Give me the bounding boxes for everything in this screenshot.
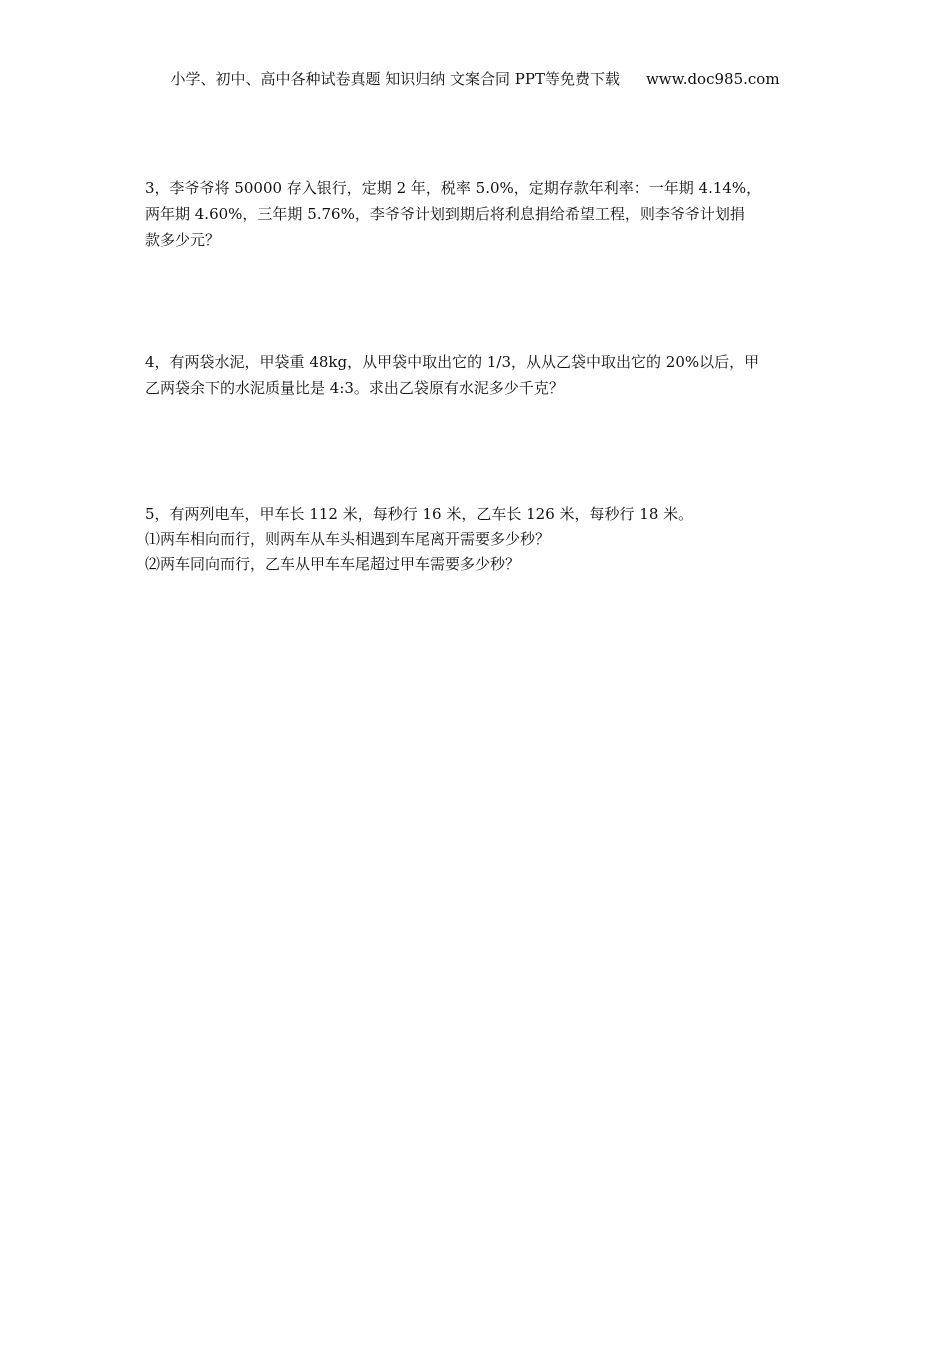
header-site-url: www.doc985.com <box>645 70 780 88</box>
sub-question-1: ⑴两车相向而行，则两车从车头相遇到车尾离开需要多少秒？ <box>145 530 551 548</box>
problem-line: 款多少元？ <box>145 231 221 249</box>
sub-question-2: ⑵两车同向而行，乙车从甲车车尾超过甲车需要多少秒？ <box>145 555 521 573</box>
problem-line: 5，有两列电车，甲车长 112 米，每秒行 16 米，乙车长 126 米，每秒行 18 米。 <box>145 505 694 523</box>
problem-line: 乙两袋余下的水泥质量比是 4:3。求出乙袋原有水泥多少千克？ <box>145 379 564 397</box>
problem-line: 两年期 4.60%，三年期 5.76%，李爷爷计划到期后将利息捐给希望工程，则李爷爷计划捐 <box>145 205 745 223</box>
header-text: 小学、初中、高中各种试卷真题 知识归纳 文案合同 PPT等免费下载 <box>170 70 620 88</box>
problem-3 <box>145 175 813 253</box>
page-header <box>0 68 950 89</box>
problem-5 <box>145 501 813 577</box>
problem-line: 3，李爷爷将 50000 存入银行，定期 2 年，税率 5.0%，定期存款年利率：一年期 4.14%， <box>145 179 762 197</box>
problem-line: 4，有两袋水泥，甲袋重 48kg，从甲袋中取出它的 1/3，从从乙袋中取出它的 20%以后，甲 <box>145 353 760 371</box>
problem-4 <box>145 349 813 401</box>
